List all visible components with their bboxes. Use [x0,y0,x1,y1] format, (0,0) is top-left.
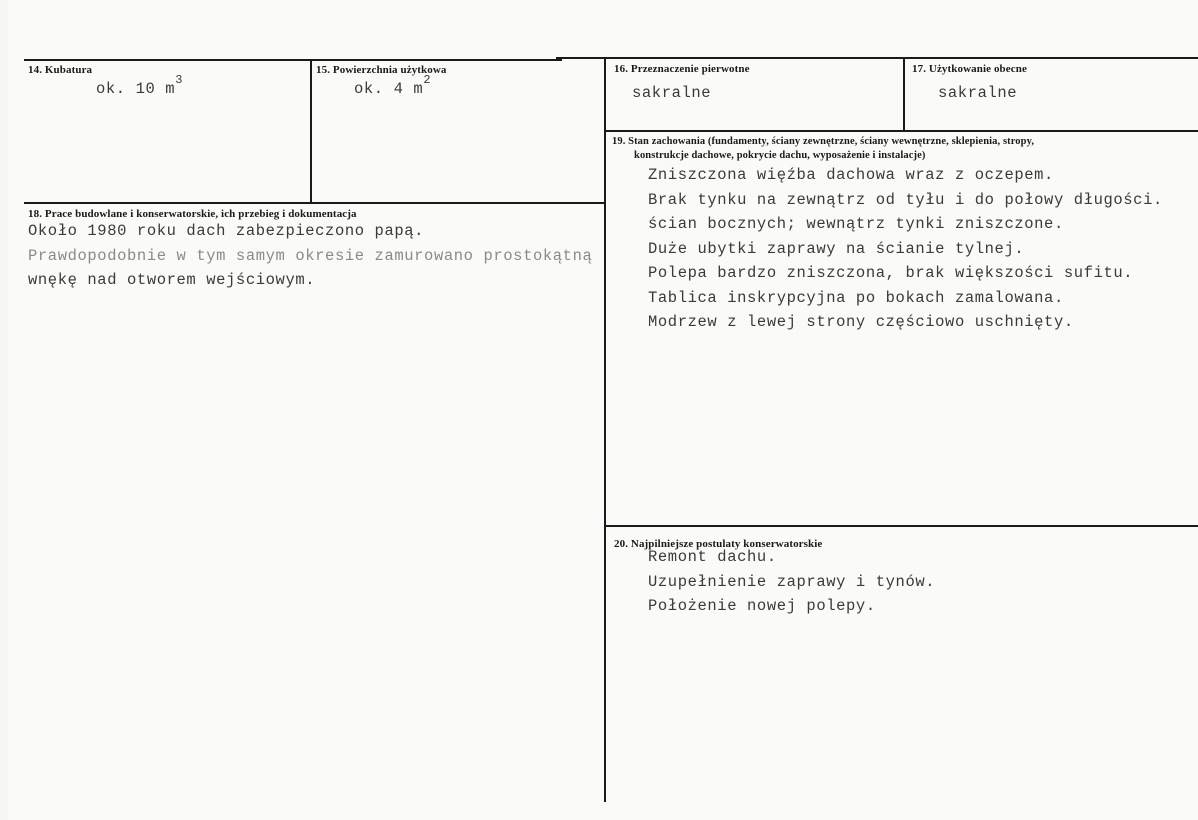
field-15-value [354,73,432,98]
top-rule-right [556,57,1198,59]
divider-14-15 [310,60,312,203]
center-divider [604,58,606,802]
field-19-label-line2: konstrukcje dachowe, pokrycie dachu, wyposażenie i instalacje) [634,150,926,161]
divider-16-17 [903,58,905,130]
field-17-value: sakralne [938,84,1018,102]
field-18-label: 18. Prace budowlane i konserwatorskie, ich przebieg i dokumentacja [28,208,357,220]
rule-above-19 [605,130,1198,132]
field-18-line: Prawdopodobnie w tym samym okresie zamurowano prostokątną [28,246,593,265]
field-16-value: sakralne [632,84,712,102]
field-20-line: Uzupełnienie zaprawy i tynów. [648,572,936,591]
field-19-line: Tablica inskrypcyjna po bokach zamalowana. [648,288,1064,307]
field-19-text [648,166,1163,338]
rule-above-20 [605,525,1198,527]
field-15-value-text: ok. 4 m [354,80,424,98]
field-20-line: Położenie nowej polepy. [648,597,876,615]
field-14-value [96,73,184,98]
field-14-value-text: ok. 10 m [96,80,176,98]
field-20-text [648,548,935,622]
field-14-unit-sup: 3 [175,73,184,87]
field-14-label: 14. Kubatura [28,64,93,76]
field-19-line: Duże ubytki zaprawy na ścianie tylnej. [648,239,1025,258]
field-20-label: 20. Najpilniejsze postulaty konserwatorskie [614,538,823,550]
field-19-label-line1: 19. Stan zachowania (fundamenty, ściany zewnętrzne, ściany wewnętrzne, sklepienia, stropy, [612,136,1035,147]
field-18-line: wnękę nad otworem wejściowym. [28,271,316,289]
field-20-line: Remont dachu. [648,548,777,566]
field-16-label: 16. Przeznaczenie pierwotne [614,63,750,75]
field-15-unit-sup: 2 [423,73,432,87]
field-19-line: ścian bocznych; wewnątrz tynki zniszczone. [648,215,1064,233]
field-15-label: 15. Powierzchnia użytkowa [316,64,447,76]
top-rule-left [24,59,562,61]
field-18-line: Około 1980 roku dach zabezpieczono papą. [28,222,425,240]
field-18-text [28,222,592,296]
record-card [8,0,1198,820]
field-17-label: 17. Użytkowanie obecne [912,63,1027,75]
field-19-line: Polepa bardzo zniszczona, brak większości sufitu. [648,264,1134,282]
rule-above-18 [24,202,606,204]
field-19-line: Modrzew z lewej strony częściowo uschnięty. [648,313,1074,331]
field-19-line: Zniszczona więźba dachowa wraz z oczepem. [648,166,1054,184]
field-19-line: Brak tynku na zewnątrz od tyłu i do połowy długości. [648,190,1163,209]
